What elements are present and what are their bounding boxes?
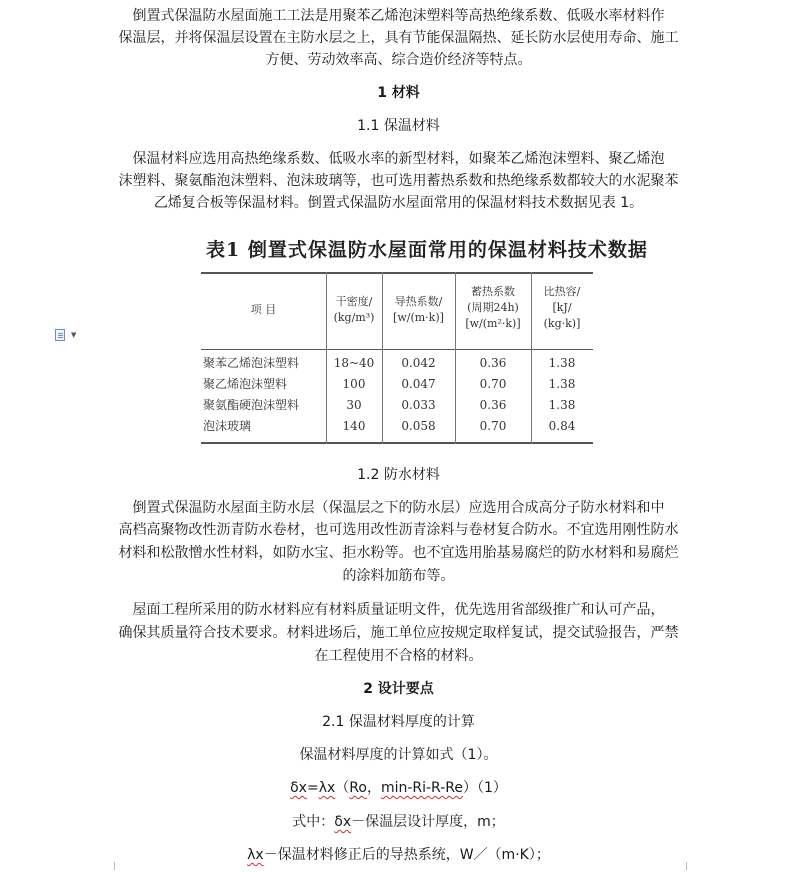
- table-header-text: 干密度/: [335, 295, 373, 308]
- formula-symbol: Ro: [349, 780, 367, 796]
- heading-materials: 1 材料: [377, 85, 420, 101]
- where-text: －保温层设计厚度，m；: [351, 814, 505, 830]
- intro-line-2: 保温层，并将保温层设置在主防水层之上，具有节能保温隔热、延长防水层使用寿命、施工: [118, 30, 679, 46]
- table-cell: 30: [346, 398, 362, 412]
- table-cell: 0.36: [479, 356, 507, 370]
- quality-line-2: 确保其质量符合技术要求。材料进场后，施工单位应按规定取样复试，提交试验报告，严禁: [118, 625, 679, 641]
- where-line: [0, 812, 797, 832]
- formula-text: ，: [366, 780, 381, 796]
- table-header-text: [w/(m²·k)]: [465, 317, 521, 330]
- table-header-conductivity: [382, 294, 455, 326]
- intro-line-3: 方便、劳动效率高、综合造价经济等特点。: [265, 52, 532, 68]
- where-prefix: 式中：: [292, 814, 335, 830]
- table-header-text: 蓄热系数: [471, 285, 515, 298]
- formula-text: ）（1）: [462, 780, 507, 796]
- table-header-density: [326, 294, 382, 326]
- table-header-text: 导热系数/: [394, 295, 443, 308]
- formula-intro: 保温材料厚度的计算如式（1）。: [299, 747, 498, 763]
- table-cell: 18~40: [333, 356, 375, 370]
- table-cell: 140: [342, 419, 366, 433]
- table-cell: 0.36: [479, 398, 507, 412]
- formula-text: （: [335, 780, 350, 796]
- table-header-text: 项 目: [250, 303, 277, 316]
- table-row: [201, 374, 593, 395]
- table-cell: 0.047: [401, 377, 436, 391]
- formula-text: =: [306, 780, 319, 796]
- table-cell: 0.70: [479, 419, 507, 433]
- table-cell: 聚苯乙烯泡沫塑料: [203, 356, 300, 370]
- waterproof-line-4: 的涂料加筋布等。: [342, 568, 455, 584]
- table-cell: 100: [342, 377, 366, 391]
- table-cell: 0.70: [479, 377, 507, 391]
- document-icon[interactable]: [55, 329, 65, 341]
- table-header-specific-heat: [531, 284, 593, 332]
- table-row: [201, 416, 593, 437]
- heading-thickness-calc: 2.1 保温材料厚度的计算: [322, 714, 475, 730]
- waterproof-line-1: 倒置式保温防水屋面主防水层（保温层之下的防水层）应选用合成高分子防水材料和中: [132, 500, 665, 516]
- table-title: 表1 倒置式保温防水屋面常用的保温材料技术数据: [206, 239, 648, 261]
- margin-marker: [114, 862, 115, 870]
- table-header-rule: [201, 349, 593, 350]
- table-cell: 聚氨酯硬泡沫塑料: [203, 398, 300, 412]
- table-cell: 泡沫玻璃: [203, 419, 252, 433]
- insulation-line-3: 乙烯复合板等保温材料。倒置式保温防水屋面常用的保温材料技术数据见表 1。: [153, 195, 644, 211]
- table-header-text: (周期24h): [467, 301, 519, 314]
- table-cell: 0.042: [401, 356, 436, 370]
- table-cell: 1.38: [548, 398, 576, 412]
- table-header-text: (kg/m³): [333, 311, 375, 324]
- table-header-text: (kg·k)]: [543, 317, 581, 330]
- formula-line: [0, 778, 797, 798]
- dropdown-caret-icon[interactable]: ▼: [71, 331, 77, 339]
- formula-symbol: δx: [334, 814, 352, 830]
- formula-symbol: δx: [290, 780, 307, 796]
- table-top-rule: [201, 272, 593, 274]
- table-bottom-rule: [201, 442, 593, 444]
- table-cell: 0.84: [548, 419, 576, 433]
- table-cell: 1.38: [548, 377, 576, 391]
- table-header-text: 比热容/: [543, 285, 581, 298]
- table-header-text: [kJ/: [552, 301, 572, 314]
- heading-waterproof-materials: 1.2 防水材料: [357, 467, 440, 483]
- table-header-text: [w/(m·k)]: [393, 311, 444, 324]
- insulation-line-2: 沫塑料、聚氨酯泡沫塑料、泡沫玻璃等，也可选用蓄热系数和热绝缘系数都较大的水泥聚苯: [118, 173, 679, 189]
- formula-symbol: min-Ri-R-Re: [380, 780, 463, 796]
- quality-line-3: 在工程使用不合格的材料。: [314, 648, 483, 664]
- heading-insulation-materials: 1.1 保温材料: [357, 118, 440, 134]
- table-row: [201, 353, 593, 374]
- insulation-line-1: 保温材料应选用高热绝缘系数、低吸水率的新型材料，如聚苯乙烯泡沫塑料、聚乙烯泡: [132, 151, 665, 167]
- formula-symbol: λx: [247, 847, 264, 863]
- lambda-line: [0, 845, 797, 865]
- margin-marker: [686, 862, 687, 870]
- table-cell: 0.033: [401, 398, 436, 412]
- table-header-item: [201, 302, 326, 318]
- quality-line-1: 屋面工程所采用的防水材料应有材料质量证明文件，优先选用省部级推广和认可产品，: [132, 602, 665, 618]
- intro-line-1: 倒置式保温防水屋面施工工法是用聚苯乙烯泡沫塑料等高热绝缘系数、低吸水率材料作: [132, 8, 665, 24]
- insulation-data-table: [201, 272, 593, 444]
- heading-design-points: 2 设计要点: [363, 681, 434, 697]
- waterproof-line-2: 高档高聚物改性沥青防水卷材，也可选用改性沥青涂料与卷材复合防水。不宜选用刚性防水: [118, 522, 679, 538]
- table-cell: 0.058: [401, 419, 436, 433]
- table-cell: 1.38: [548, 356, 576, 370]
- formula-symbol: λx: [318, 780, 336, 796]
- table-cell: 聚乙烯泡沫塑料: [203, 377, 288, 391]
- waterproof-line-3: 材料和松散憎水性材料，如防水宝、拒水粉等。也不宜选用胎基易腐烂的防水材料和易腐烂: [118, 545, 679, 561]
- lambda-text: －保温材料修正后的导热系统，W／（m·K）；: [263, 847, 550, 863]
- table-row: [201, 395, 593, 416]
- table-header-heat-storage: [455, 284, 531, 332]
